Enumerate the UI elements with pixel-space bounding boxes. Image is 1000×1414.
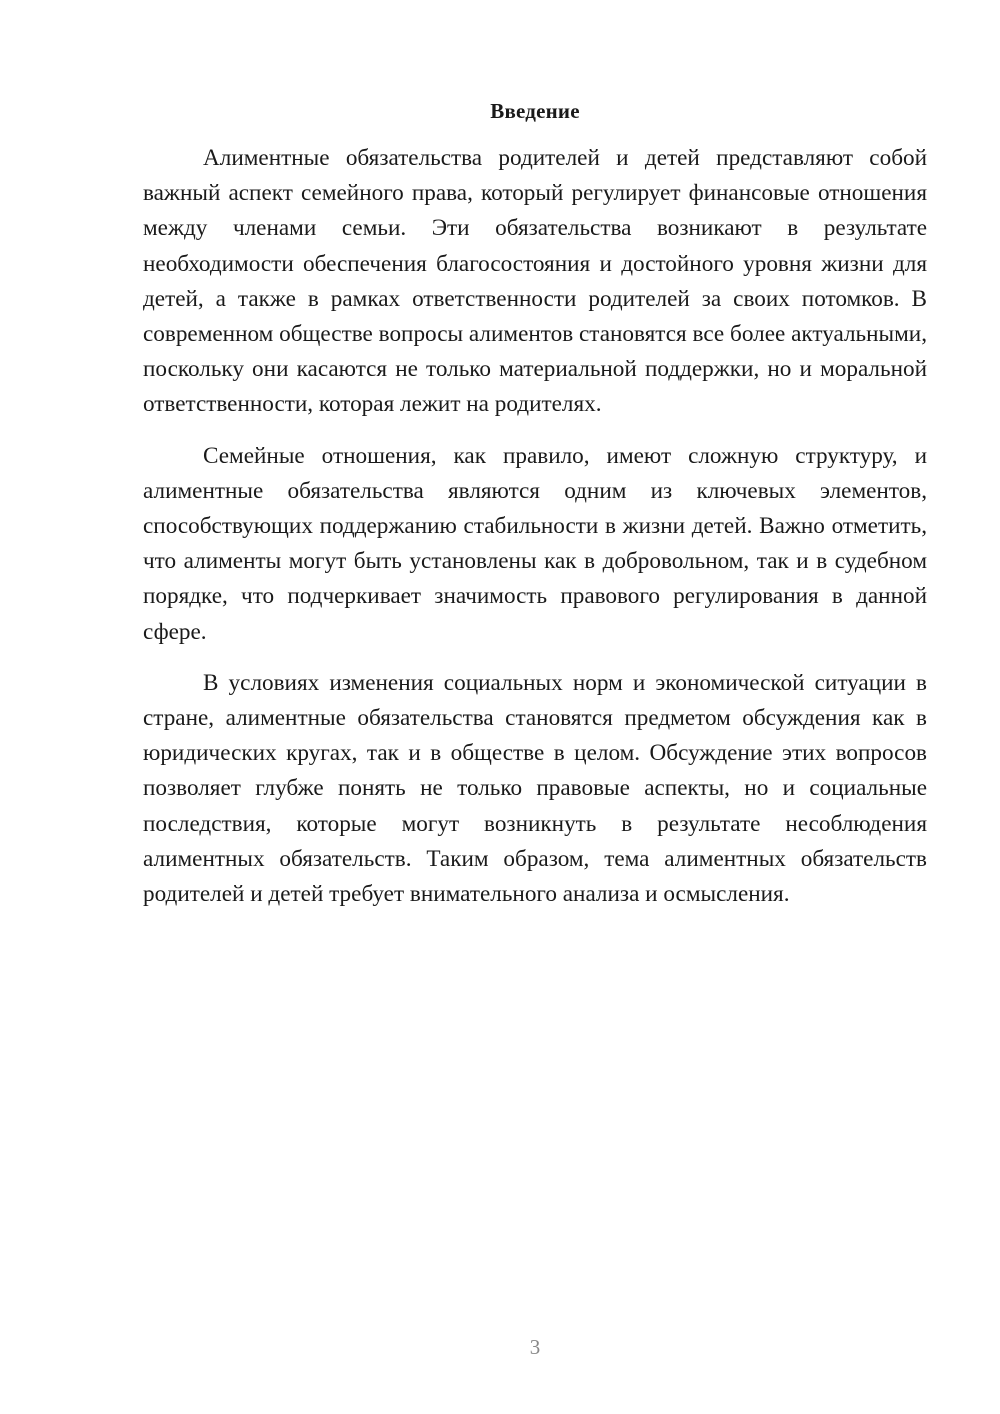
paragraph-3: В условиях изменения социальных норм и экономической ситуации в стране, алиментные обязательства становятся предметом обсуждения как в юридических кругах, так и в обществе в целом. Обсуждение этих вопросов позволяет глубже понять не только правовые аспекты, но и социальные последствия, которые могут возникнуть в результате несоблюдения алиментных обязательств. Таким образом, тема алиментных обязательств родителей и детей требует внимательного анализа и осмысления. [143,669,927,908]
paragraph-2: Семейные отношения, как правило, имеют сложную структуру, и алиментные обязательства являются одним из ключевых элементов, способствующих поддержанию стабильности в жизни детей. Важно отметить, что алименты могут быть установлены как в добровольном, так и в судебном порядке, что подчеркивает значимость правового регулирования в данной сфере. [143,442,927,645]
paragraph-1: Алиментные обязательства родителей и детей представляют собой важный аспект семейного права, который регулирует финансовые отношения между членами семьи. Эти обязательства возникают в результате необходимости обеспечения благосостояния и достойного уровня жизни для детей, а также в рамках ответственности родителей за своих потомков. В современном обществе вопросы алиментов становятся все более актуальными, поскольку они касаются не только материальной поддержки, но и моральной ответственности, которая лежит на родителях. [143,145,927,418]
body-text [143,141,927,912]
page-number: 3 [529,1335,541,1359]
page-title: Введение [490,99,580,123]
